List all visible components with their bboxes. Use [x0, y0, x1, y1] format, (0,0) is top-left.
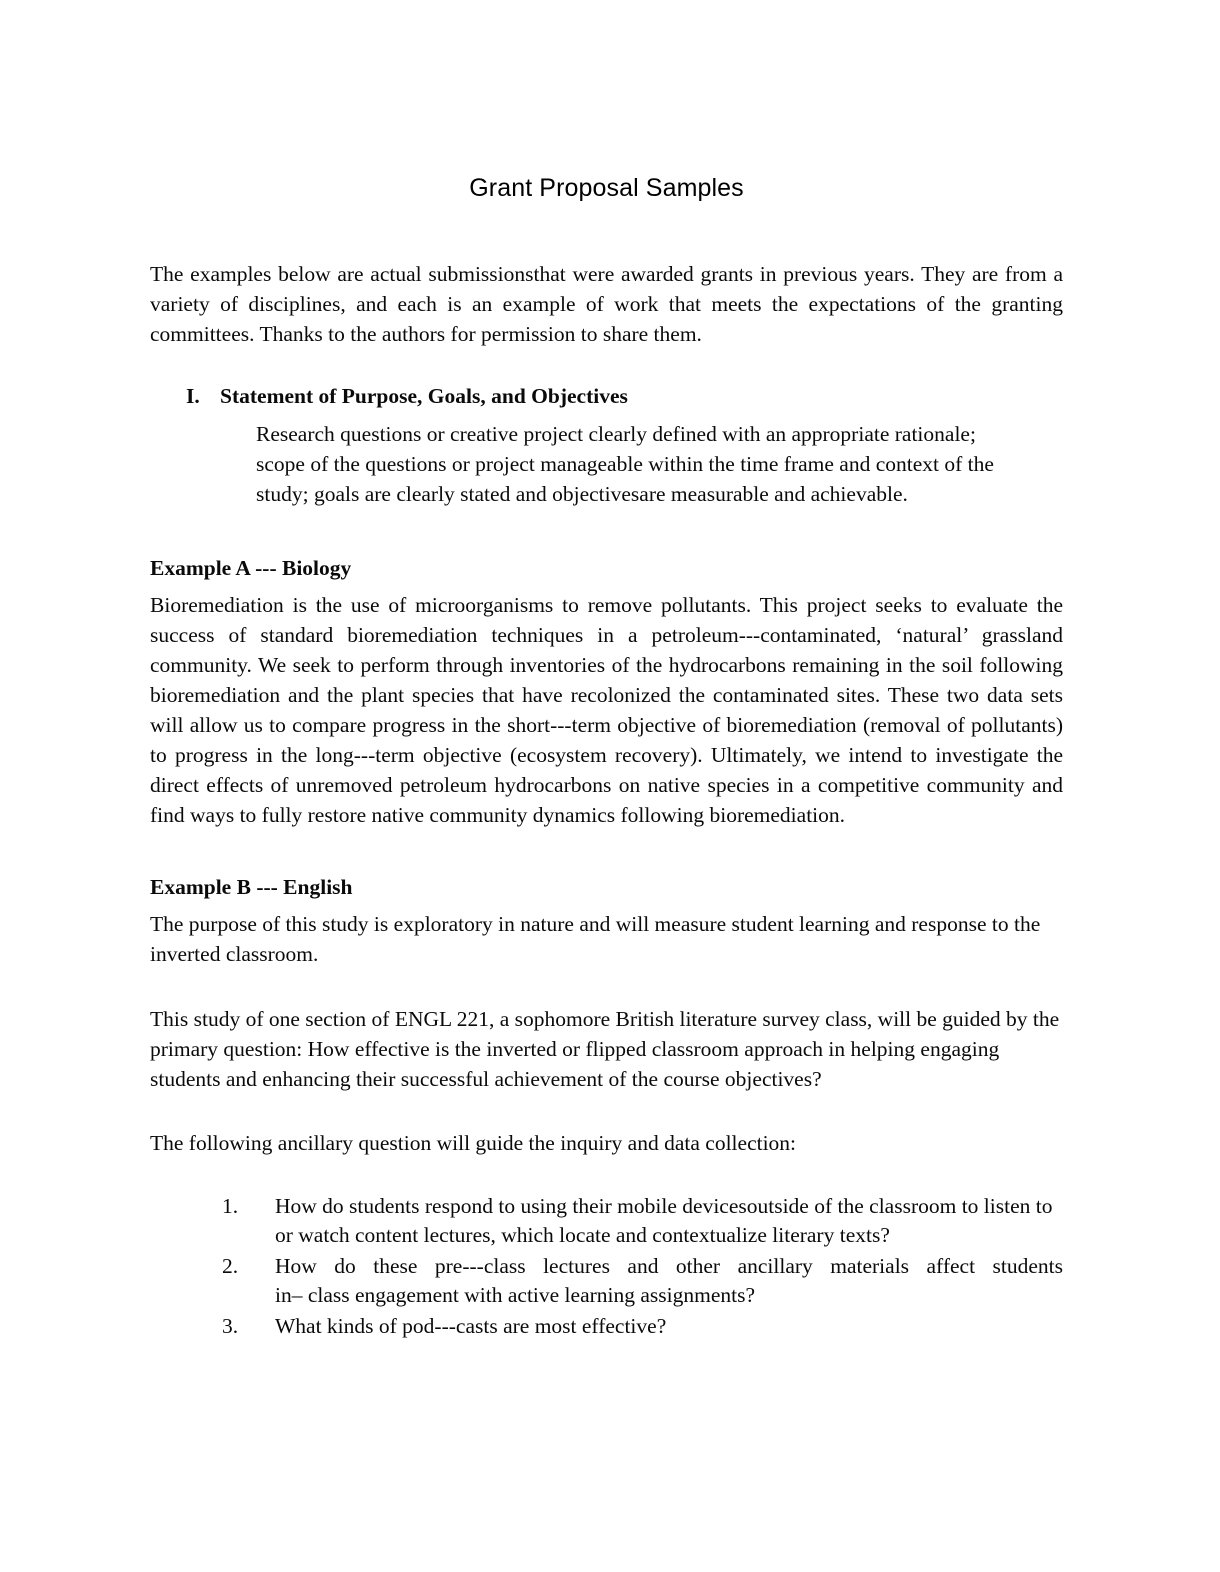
list-item-marker: 3.	[222, 1313, 239, 1338]
list-item-text: What kinds of pod---casts are most effective?	[275, 1313, 667, 1338]
document-content	[150, 0, 1063, 1357]
example-b-paragraph-1: The purpose of this study is exploratory in nature and will measure student learning and response to the inverted classroom.	[150, 911, 1041, 966]
list-item-text-line-1: How do these pre---class lectures and other ancillary materials affect students	[275, 1253, 1063, 1278]
section-numeral: I.	[186, 383, 200, 408]
section-heading-row	[150, 381, 1063, 411]
intro-paragraph: The examples below are actual submissionsthat were awarded grants in previous years. They are from a variety of disciplines, and each is an example of work that meets the expectations of the granting committees. Thanks to the authors for permission to share them.	[150, 261, 1063, 346]
section-body-text: Research questions or creative project clearly defined with an appropriate rationale; scope of the questions or project manageable within the time frame and context of the study; goals are clearly stated and objectivesare measurable and achievable.	[256, 421, 994, 506]
example-b-paragraph-2: This study of one section of ENGL 221, a sophomore British literature survey class, will be guided by the primary question: How effective is the inverted or flipped classroom approach in helping engaging students and enhancing their successful achievement of the course objectives?	[150, 1006, 1060, 1091]
page-title: Grant Proposal Samples	[469, 174, 744, 202]
list-item	[150, 1312, 1063, 1341]
example-a-heading: Example A --- Biology	[150, 555, 352, 580]
list-item-text-line-2: in– class engagement with active learning assignments?	[275, 1282, 756, 1307]
section-statement-of-purpose	[150, 381, 1063, 509]
example-b-paragraph-3: The following ancillary question will guide the inquiry and data collection:	[150, 1130, 797, 1155]
example-a-paragraph: Bioremediation is the use of microorganisms to remove pollutants. This project seeks to evaluate the success of standard bioremediation techniques in a petroleum---contaminated, ‘natural’ grassland community. We seek to perform through inventories of the hydrocarbons remaining in the soil following bioremediation and the plant species that have recolonized the contaminated sites. These two data sets will allow us to compare progress in the short---term objective of bioremediation (removal of pollutants) to progress in the long---term objective (ecosystem recovery). Ultimately, we intend to investigate the direct effects of unremoved petroleum hydrocarbons on native species in a competitive community and find ways to fully restore native community dynamics following bioremediation.	[150, 592, 1063, 827]
list-item-text: How do students respond to using their mobile devicesoutside of the classroom to listen to or watch content lectures, which locate and contextualize literary texts?	[275, 1193, 1053, 1247]
section-heading-label: Statement of Purpose, Goals, and Objectives	[220, 383, 628, 408]
ancillary-questions-list	[150, 1192, 1063, 1341]
example-b-heading: Example B --- English	[150, 874, 353, 899]
list-item-marker: 1.	[222, 1193, 239, 1218]
list-item	[150, 1192, 1063, 1250]
list-item	[150, 1252, 1063, 1310]
list-item-text	[275, 1252, 1063, 1310]
list-item-marker: 2.	[222, 1253, 239, 1278]
